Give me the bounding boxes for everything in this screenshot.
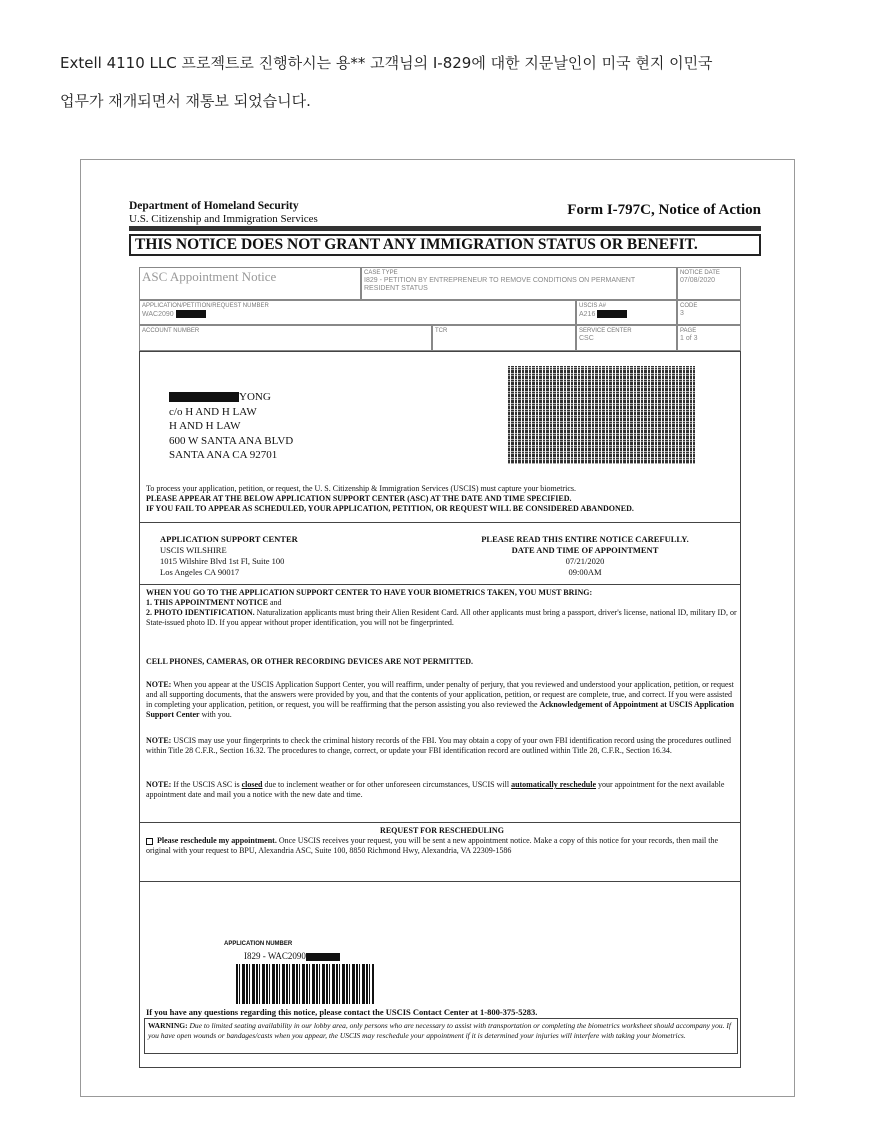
application-barcode <box>236 964 374 1004</box>
bring-item-1: 1. THIS APPOINTMENT NOTICE <box>146 598 268 607</box>
account-number-label: ACCOUNT NUMBER <box>142 328 200 334</box>
bring-item-1-rest: and <box>267 598 282 607</box>
case-type-value: I829 - PETITION BY ENTREPRENEUR TO REMOVE CONDITIONS ON PERMANENT RESIDENT STATUS <box>364 277 635 292</box>
bring-item-2-rest: Naturalization applicants must bring their Alien Resident Card. All other applicants must bring a passport, driver's license, national ID, military ID, or State-issued photo ID. If you appear without proper identification, you will not be fingerprinted. <box>146 608 737 627</box>
redaction-bar <box>169 392 239 402</box>
status-banner: THIS NOTICE DOES NOT GRANT ANY IMMIGRATION STATUS OR BENEFIT. <box>129 234 761 256</box>
notice-date-cell <box>677 267 741 300</box>
case-type-cell <box>361 267 677 300</box>
code-label: CODE <box>680 303 698 309</box>
reschedule-section <box>146 826 738 856</box>
asc-name: USCIS WILSHIRE <box>160 545 227 555</box>
note-closure-a: If the USCIS ASC is <box>173 780 242 789</box>
agency-name: U.S. Citizenship and Immigration Services <box>129 213 318 225</box>
intro-line-2: 업무가 재개되면서 재통보 되었습니다. <box>60 92 311 110</box>
note-closed: closed <box>241 780 263 789</box>
section-divider <box>140 584 740 585</box>
warning-label: WARNING: <box>148 1021 188 1030</box>
case-type-label: CASE TYPE <box>364 270 398 276</box>
note-reaffirm-bold: Acknowledgement of Appointment at USCIS Application Support Center <box>146 700 735 719</box>
page-cell <box>677 325 741 351</box>
form-title: Form I-797C, Notice of Action <box>567 202 761 218</box>
uscis-number-value: A216 <box>579 310 596 318</box>
note-label: NOTE: <box>146 736 172 745</box>
application-number <box>244 951 340 961</box>
2d-barcode <box>507 366 695 464</box>
section-divider <box>140 522 740 523</box>
reschedule-bold: Please reschedule my appointment. <box>157 836 277 845</box>
mailing-address <box>169 390 293 463</box>
case-header-grid <box>139 267 741 351</box>
dept-name: Department of Homeland Security <box>129 200 299 212</box>
service-center-label: SERVICE CENTER <box>579 328 632 334</box>
receipt-label: APPLICATION/PETITION/REQUEST NUMBER <box>142 303 269 309</box>
recipient-name: YONG <box>239 391 271 403</box>
receipt-cell <box>139 300 576 325</box>
note-label: NOTE: <box>146 780 172 789</box>
bring-heading: WHEN YOU GO TO THE APPLICATION SUPPORT CENTER TO HAVE YOUR BIOMETRICS TAKEN, YOU MUST BRING: <box>146 588 593 597</box>
asc-city: Los Angeles CA 90017 <box>160 567 240 577</box>
header-rule <box>129 226 761 231</box>
intro-line-1: Extell 4110 LLC 프로젝트로 진행하시는 용** 고객님의 I-829에 대한 지문날인이 미국 현지 이민국 <box>60 54 713 72</box>
abandon-warning: IF YOU FAIL TO APPEAR AS SCHEDULED, YOUR APPLICATION, PETITION, OR REQUEST WILL BE CONSIDERED ABANDONED. <box>146 504 634 513</box>
redaction-bar <box>597 310 627 318</box>
asc-street: 1015 Wilshire Blvd 1st Fl, Suite 100 <box>160 556 285 566</box>
appear-instruction: PLEASE APPEAR AT THE BELOW APPLICATION SUPPORT CENTER (ASC) AT THE DATE AND TIME SPECIFIED. <box>146 494 572 503</box>
notice-scan <box>80 159 795 1097</box>
code-cell <box>677 300 741 325</box>
tcr-label: TCR <box>435 328 448 334</box>
notice-type: ASC Appointment Notice <box>142 269 277 284</box>
reschedule-checkbox[interactable] <box>146 838 153 845</box>
note-reaffirm <box>146 680 738 720</box>
intro-text <box>60 44 850 120</box>
appointment-details <box>460 534 710 578</box>
appointment-date: 07/21/2020 <box>565 556 605 566</box>
read-notice: PLEASE READ THIS ENTIRE NOTICE CAREFULLY. <box>481 534 689 544</box>
note-label: NOTE: <box>146 680 172 689</box>
address-line-4: SANTA ANA CA 92701 <box>169 449 278 461</box>
application-number-value: I829 - WAC2090 <box>244 951 306 961</box>
code-value: 3 <box>680 310 684 317</box>
note-closure <box>146 780 738 800</box>
appointment-heading: DATE AND TIME OF APPOINTMENT <box>511 545 659 555</box>
section-divider <box>140 881 740 882</box>
bring-item-2: 2. PHOTO IDENTIFICATION. <box>146 608 255 617</box>
warning-text: Due to limited seating availability in our lobby area, only persons who are necessary to assist with transportation or completing the biometrics worksheet should accompany you. If you have open wounds or bandages/casts when you appear, the USCIS may reschedule your appointment if it is determined your injuries will interfere with taking your biometrics. <box>148 1021 731 1040</box>
notice-date-label: NOTICE DATE <box>680 270 720 276</box>
note-reaffirm-text: When you appear at the USCIS Application Support Center, you will reaffirm, under penalty of perjury, that you reviewed and understood your application, petition, or request and all supporting documents, that the answers were provided by you, and that the contents of your application, petition, or request are complete, true, and correct. If you were assisted in completing your application, petition, or request, you will be reaffirming that the person assisting you also reviewed the <box>146 680 734 709</box>
asc-title: APPLICATION SUPPORT CENTER <box>160 534 298 544</box>
bring-section <box>146 588 738 628</box>
i797c-form <box>129 198 761 1068</box>
reschedule-text: Once USCIS receives your request, you will be sent a new appointment notice. Make a copy of this notice for your records, then mail the original with your request to BPU, Alexandria ASC, Suite 100, 8850 Richmond Hwy, Alexandria, VA 22309-1586 <box>146 836 719 855</box>
notice-body <box>139 351 741 1068</box>
page-value: 1 of 3 <box>680 335 698 342</box>
note-auto-reschedule: automatically reschedule <box>511 780 597 789</box>
account-number-cell <box>139 325 432 351</box>
page-label: PAGE <box>680 328 697 334</box>
appointment-time: 09:00AM <box>568 567 602 577</box>
asc-address <box>160 534 298 578</box>
reschedule-title: REQUEST FOR RESCHEDULING <box>380 826 504 835</box>
note-closure-c: your appointment for the next available appointment date and mail you a notice with the new date and time. <box>146 780 725 799</box>
note-fbi <box>146 736 738 756</box>
redaction-bar <box>176 310 206 318</box>
uscis-number-label: USCIS A# <box>579 303 607 309</box>
tcr-cell <box>432 325 576 351</box>
note-closure-b: due to inclement weather or for other unforeseen circumstances, USCIS will <box>262 780 512 789</box>
service-center-cell <box>576 325 677 351</box>
receipt-value: WAC2090 <box>142 310 174 318</box>
section-divider <box>140 822 740 823</box>
uscis-number-cell <box>576 300 677 325</box>
devices-warning: CELL PHONES, CAMERAS, OR OTHER RECORDING DEVICES ARE NOT PERMITTED. <box>146 657 474 666</box>
note-fbi-text: USCIS may use your fingerprints to check the criminal history records of the FBI. You may obtain a copy of your own FBI identification record using the procedures outlined within Title 28 C.F.R., Section 16.32. The procedures to change, correct, or update your FBI identification record are outlined within Title 28, C.F.R., Section 16.34. <box>146 736 732 755</box>
address-line-2: H AND H LAW <box>169 420 241 432</box>
biometrics-intro-text: To process your application, petition, or request, the U. S. Citizenship & Immigration Services (USCIS) must capture your biometrics. <box>146 484 577 493</box>
warning-box <box>144 1018 738 1054</box>
contact-center-line: If you have any questions regarding this notice, please contact the USCIS Contact Center at 1-800-375-5283. <box>146 1007 538 1017</box>
address-line-3: 600 W SANTA ANA BLVD <box>169 434 294 447</box>
notice-date-value: 07/08/2020 <box>680 277 716 284</box>
application-number-label: APPLICATION NUMBER <box>224 941 293 947</box>
redaction-bar <box>306 953 340 961</box>
address-line-1: c/o H AND H LAW <box>169 405 257 418</box>
biometrics-intro <box>146 484 738 514</box>
note-reaffirm-tail: with you. <box>199 710 232 719</box>
service-center-value: CSC <box>579 335 594 342</box>
notice-type-cell <box>139 267 361 300</box>
